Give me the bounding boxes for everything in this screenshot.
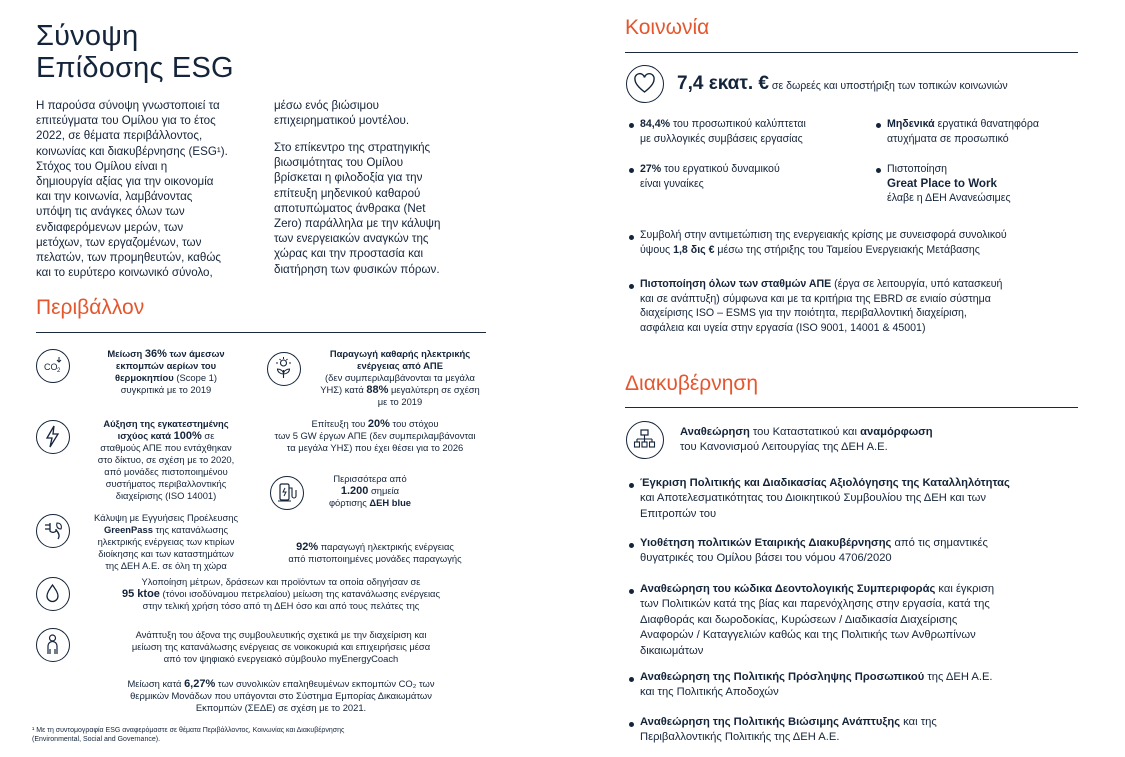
bullet-dot (876, 123, 881, 128)
code-of-conduct-text: Αναθεώρηση του κώδικα Δεοντολογικής Συμπεριφοράς και έγκριση των Πολιτικών κατά της βίας και παρενόχλησης στην εργασία, κατά της Διαφθοράς και δωροδοκίας, Κυρώσεων / Διαδικασία Διαχείρισης Αναφορών / Καταγγελιών καθώς και της Πολιτικής των Ανθρωπίνων δικαιωμάτων (640, 583, 995, 657)
intro-line: και το ευρύτερο κοινωνικό σύνολο, (36, 266, 213, 280)
women-workforce-text: 27% του εργατικού δυναμικού είναι γυναίκες (640, 163, 780, 190)
corporate-governance-text: Υιοθέτηση πολιτικών Εταιρικής Διακυβέρνησης από τις σημαντικές θυγατρικές του Ομίλου βάσει του νόμου 4706/2020 (640, 537, 988, 565)
co2-reduction-text: Μείωση 36% των άμεσων εκπομπών αερίων του θερμοκηπίου (Scope 1) συγκριτικά με το 2019 (107, 348, 225, 395)
intro-line: επιχειρηματικού μοντέλου. (274, 114, 410, 128)
donations-summary (677, 73, 1097, 95)
intro-line: κοινωνίας και διακυβέρνησης (ESG¹). (36, 144, 228, 158)
capacity-increase-text: Αύξηση της εγκατεστημένης ισχύος κατά 100% σε σταθμούς ΑΠΕ που εντάχθηκαν στο δίκτυο, σε σχέση με το 2020, από μονάδες πιστοποιημένου συστήματος περιβαλλοντικής διαχείρισης (ISO 14001) (97, 418, 235, 501)
intro-line: επιτεύγματα του Ομίλου για το έτος (36, 114, 216, 128)
ev-charging-text: Περισσότερα από 1.200 σημεία φόρτισης ΔΕΗ blue (328, 473, 412, 508)
intro-line: και την κοινωνία, λαμβάνοντας (36, 190, 193, 204)
title-line-2: Επίδοσης ESG (36, 52, 234, 84)
renewables-target-text: Επίτευξη του 20% του στόχου των 5 GW έργων ΑΠΕ (δεν συμπεριλαμβάνονται τα μεγάλα ΥΗΣ) που έχει θέσει για το 2026 (274, 418, 476, 453)
bullet-dot (629, 722, 634, 727)
title-line-1: Σύνοψη (36, 20, 139, 52)
plug-icon (36, 514, 70, 548)
environment-heading: Περιβάλλον (36, 296, 145, 319)
governance-divider (625, 407, 1078, 408)
bullet-dot (629, 543, 634, 548)
donations-label: σε δωρεές και υποστήριξη των τοπικών κοινωνιών (768, 80, 1008, 92)
collective-agreements-text: 84,4% του προσωπικού καλύπτεται με συλλογικές συμβάσεις εργασίας (640, 118, 806, 145)
bullet-dot (629, 123, 634, 128)
intro-line: 2022, σε θέματα περιβάλλοντος, (36, 129, 203, 143)
intro-line: των ενεργειακών αναγκών της (274, 232, 429, 246)
co2-icon (36, 349, 70, 383)
footnote: ¹ Με τη συντομογραφία ESG αναφερόμαστε σε θέματα Περιβάλλοντος, Κοινωνίας και Διακυβέρνησης (Environmental, Social and Governance). (32, 727, 345, 743)
intro-line: Zero) παράλληλα με την κάλυψη (274, 217, 441, 231)
intro-line: βρίσκεται η φιλοδοξία για την (274, 171, 423, 185)
sun-leaf-icon (267, 352, 301, 386)
society-divider (625, 52, 1078, 53)
org-chart-icon (626, 421, 664, 459)
energy-crisis-text: Συμβολή στην αντιμετώπιση της ενεργειακής κρίσης με συνεισφορά συνολικού ύψους 1,8 δις € μέσω της στήριξης του Ταμείου Ενεργειακής Μετάβασης (640, 229, 1007, 256)
lightning-icon (36, 420, 70, 454)
intro-line: Η παρούσα σύνοψη γνωστοποιεί τα (36, 99, 220, 112)
certified-production-text: 92% παραγωγή ηλεκτρικής ενέργειας από πιστοποιημένες μονάδες παραγωγής (288, 541, 462, 564)
ets-emissions-text: Μείωση κατά 6,27% των συνολικών επαληθευμένων εκπομπών CO₂ των θερμικών Μονάδων που υπάγονται στο Σύστημα Εμπορίας Δικαιωμάτων Εκπομπών (ΣΕΔΕ) σε σχέση με το 2021. (127, 678, 435, 713)
intro-column-2a (274, 98, 484, 128)
intro-line: επίτευξη μηδενικού καθαρού (274, 186, 421, 200)
intro-column-2b (274, 140, 484, 277)
intro-line: Στο επίκεντρο της στρατηγικής (274, 141, 431, 154)
intro-line: ενδιαφερόμενων μερών, των (36, 220, 184, 234)
great-place-to-work-text: Πιστοποίηση Great Place to Work έλαβε η ΔΕΗ Ανανεώσιμες (887, 163, 1011, 205)
statute-revision-text: Αναθεώρηση του Καταστατικού και αναμόρφωση του Κανονισμού Λειτουργίας της ΔΕΗ Α.Ε. (680, 426, 933, 454)
sustainability-policy-text: Αναθεώρηση της Πολιτικής Βιώσιμης Ανάπτυξης και της Περιβαλλοντικής Πολιτικής της ΔΕΗ Α.Ε. (640, 716, 937, 744)
bullet-dot (629, 235, 634, 240)
svg-text:CO: CO (44, 362, 58, 372)
governance-heading: Διακυβέρνηση (625, 372, 759, 395)
bullet-dot (629, 677, 634, 682)
ev-charger-icon (270, 476, 304, 510)
person-icon (36, 628, 70, 662)
bullet-dot (629, 589, 634, 594)
donations-amount: 7,4 εκατ. € (677, 73, 769, 94)
intro-line: βιωσιμότητας του Ομίλου (274, 156, 404, 170)
bullet-dot (629, 284, 634, 289)
intro-line: Στόχος του Ομίλου είναι η (36, 159, 168, 173)
res-certification-text: Πιστοποίηση όλων των σταθμών ΑΠΕ (έργα σε λειτουργία, υπό κατασκευή και σε ανάπτυξη) σύμφωνα και με τα κριτήρια της EBRD σε ενιαίο σύστημα διαχείρισης ISO – ESMS για την ποιότητα, περιβαλλοντική διαχείριση, ασφάλεια και υγεία στην εργασία (ISO 9001, 14001 & 45001) (640, 278, 1003, 334)
intro-line: δημιουργία αξίας για την οικονομία (36, 175, 214, 189)
bullet-dot (629, 483, 634, 488)
intro-line: μετόχων, των εργαζομένων, των (36, 235, 202, 249)
bullet-dot (876, 168, 881, 173)
greenpass-text: Κάλυψη με Εγγυήσεις Προέλευσης GreenPass της κατανάλωσης ηλεκτρικής ενέργειας των κτιρίων διοίκησης και των καταστημάτων της ΔΕΗ Α.Ε. σε όλη τη χώρα (94, 512, 238, 571)
board-evaluation-text: Έγκριση Πολιτικής και Διαδικασίας Αξιολόγησης της Καταλληλότητας και Αποτελεσματικότητας του Διοικητικού Συμβουλίου της ΔΕΗ και των Επιτροπών του (640, 477, 1010, 520)
intro-line: χώρας και την προστασία και (274, 247, 424, 261)
intro-line: μέσω ενός βιώσιμου (274, 99, 379, 112)
energy-coach-text: Ανάπτυξη του άξονα της συμβουλευτικής σχετικά με την διαχείριση και μείωση της κατανάλωσης ενέργειας σε νοικοκυριά και επιχειρήσεις μέσα από τον ψηφιακό ενεργειακό σύμβουλο myEnergyCoach (131, 629, 431, 664)
intro-line: διατήρηση των φυσικών πόρων. (274, 262, 440, 276)
heart-icon (626, 65, 664, 103)
society-heading: Κοινωνία (625, 16, 710, 39)
intro-line: πελατών, των προμηθευτών, καθώς (36, 251, 221, 265)
svg-text:2: 2 (57, 368, 61, 374)
intro-line: υπόψη τις ανάγκες όλων των (36, 205, 185, 219)
clean-energy-text: Παραγωγή καθαρής ηλεκτρικής ενέργειας από ΑΠΕ (δεν συμπεριλαμβάνονται τα μεγάλα ΥΗΣ) κατά 88% μεγαλύτερη σε σχέση με το 2019 (320, 348, 480, 407)
recruitment-policy-text: Αναθεώρηση της Πολιτικής Πρόσληψης Προσωπικού της ΔΕΗ Α.Ε. και της Πολιτικής Αποδοχών (640, 671, 993, 699)
energy-saving-text: Υλοποίηση μέτρων, δράσεων και προϊόντων τα οποία οδηγήσαν σε 95 ktoe (τόνοι ισοδύναμου πετρελαίου) μείωση της κατανάλωσης ενέργειας στην τελική χρήση τόσο από τη ΔΕΗ όσο και από τους πελάτες της (122, 576, 440, 611)
drop-icon (36, 577, 70, 611)
environment-divider (36, 332, 486, 333)
zero-fatalities-text: Μηδενικά εργατικά θανατηφόρα ατυχήματα σε προσωπικό (887, 118, 1039, 145)
bullet-dot (629, 168, 634, 173)
intro-column-1 (36, 98, 256, 280)
intro-line: αποτυπώματος άνθρακα (Net (274, 201, 426, 215)
page-title (36, 20, 234, 84)
